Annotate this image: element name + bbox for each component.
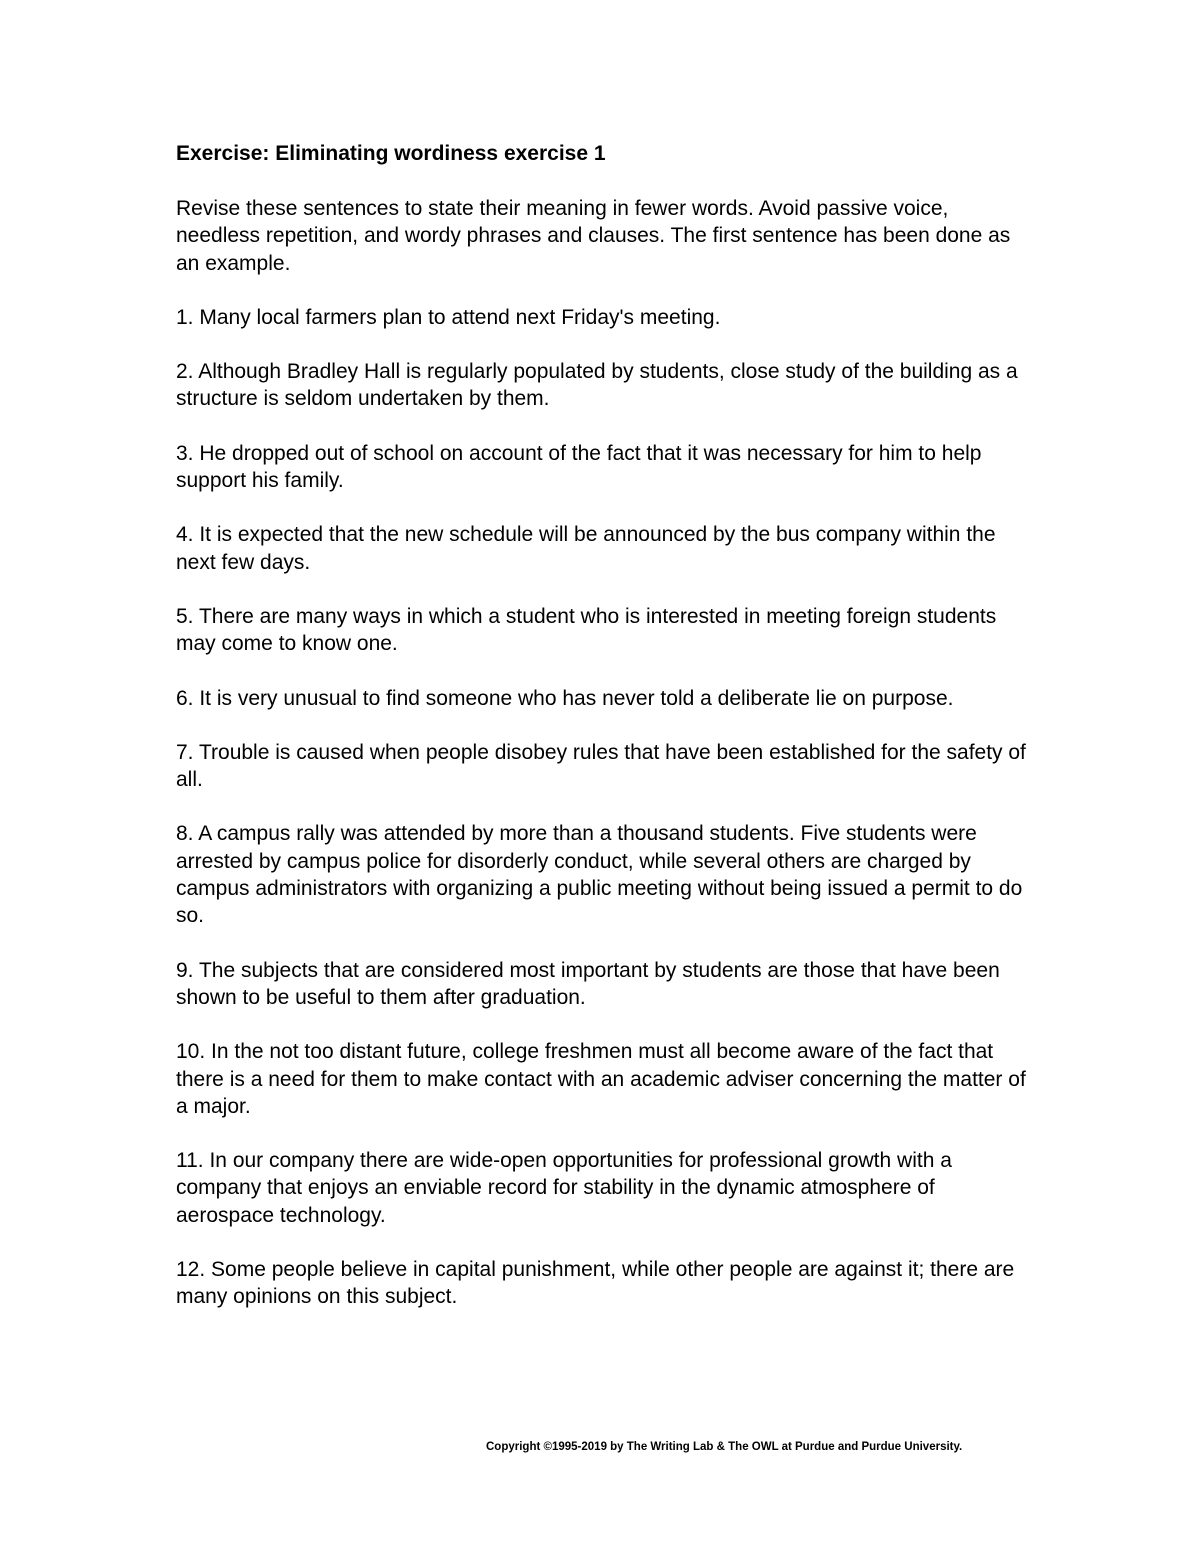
instructions-paragraph: Revise these sentences to state their meaning in fewer words. Avoid passive voice, needless repetition, and wordy phrases and clauses. The first sentence has been done as an example. [176, 197, 1011, 275]
exercise-item-11: 11. In our company there are wide-open opportunities for professional growth with a company that enjoys an enviable record for stability in the dynamic atmosphere of aerospace technology. [176, 1149, 952, 1227]
exercise-item-5: 5. There are many ways in which a student who is interested in meeting foreign students may come to know one. [176, 604, 997, 656]
exercise-item-2: 2. Although Bradley Hall is regularly populated by students, close study of the building as a structure is seldom undertaken by them. [176, 360, 1018, 411]
exercise-list [176, 304, 1036, 1311]
exercise-item-8: 8. A campus rally was attended by more than a thousand students. Five students were arrested by campus police for disorderly conduct, while several others are charged by campus administrators with organizing a public meeting without being issued a permit to do so. [176, 822, 1023, 928]
exercise-item-6: 6. It is very unusual to find someone who has never told a deliberate lie on purpose. [176, 686, 954, 710]
copyright-footer: Copyright ©1995-2019 by The Writing Lab & The OWL at Purdue and Purdue University. [486, 1441, 963, 1453]
exercise-item-1: 1. Many local farmers plan to attend next Friday's meeting. [176, 305, 721, 329]
exercise-item-3: 3. He dropped out of school on account of the fact that it was necessary for him to help support his family. [176, 441, 982, 493]
page-title: Exercise: Eliminating wordiness exercise 1 [176, 142, 606, 165]
exercise-item-10: 10. In the not too distant future, college freshmen must all become aware of the fact that there is a need for them to make contact with an academic adviser concerning the matter of a major. [176, 1040, 1026, 1118]
exercise-item-4: 4. It is expected that the new schedule will be announced by the bus company within the next few days. [176, 523, 996, 574]
exercise-item-9: 9. The subjects that are considered most important by students are those that have been shown to be useful to them after graduation. [176, 958, 1000, 1009]
exercise-item-7: 7. Trouble is caused when people disobey rules that have been established for the safety of all. [176, 740, 1026, 792]
exercise-item-12: 12. Some people believe in capital punishment, while other people are against it; there are many opinions on this subject. [176, 1258, 1015, 1309]
document-page [176, 140, 1036, 1338]
